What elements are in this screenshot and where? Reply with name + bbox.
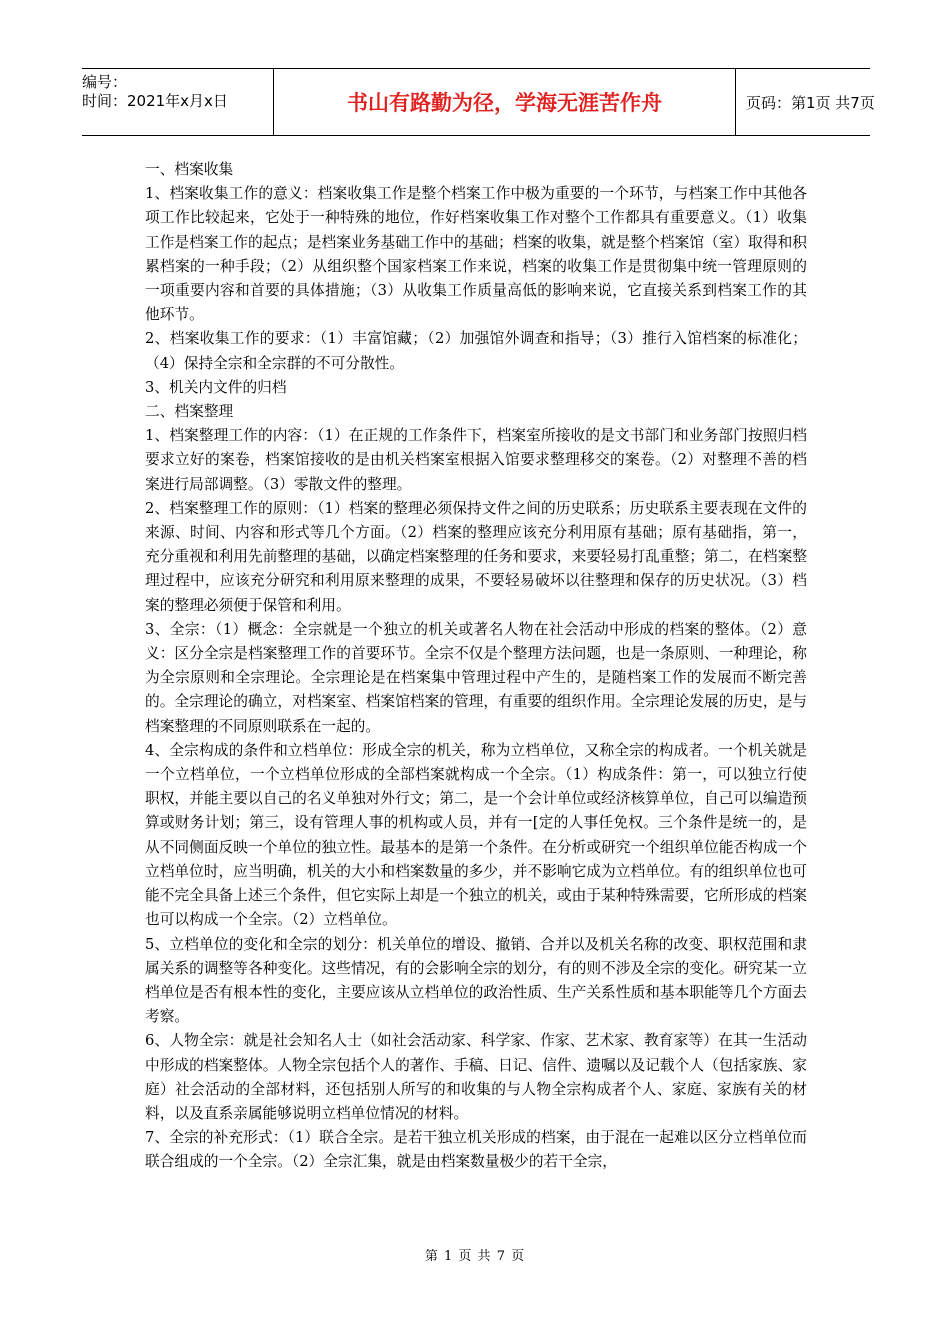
header-page-number: 页码：第1页 共7页 (746, 93, 875, 112)
paragraph: 1、档案整理工作的内容：（1）在正规的工作条件下，档案室所接收的是文书部门和业务部门按照归档要求立好的案卷，档案馆接收的是由机关档案室根据入馆要求整理移交的案卷。（2）对整理不善的档案进行局部调整。（3）零散文件的整理。 (145, 427, 807, 493)
paragraph: 2、档案整理工作的原则：（1）档案的整理必须保持文件之间的历史联系；历史联系主要表现在文件的来源、时间、内容和形式等几个方面。（2）档案的整理应该充分利用原有基础；原有基础指，第一，充分重视和利用先前整理的基础，以确定档案整理的任务和要求，来要轻易打乱重整；第二，在档案整理过程中，应该充分研究和利用原来整理的成果，不要轻易破坏以往整理和保存的历史状况。（3）档案的整理必须便于保管和利用。 (145, 499, 807, 614)
header-meta (82, 69, 274, 135)
paragraph: 2、档案收集工作的要求：（1）丰富馆藏；（2）加强馆外调查和指导；（3）推行入馆档案的标准化；（4）保持全宗和全宗群的不可分散性。 (145, 330, 807, 372)
paragraph: 1、档案收集工作的意义：档案收集工作是整个档案工作中极为重要的一个环节，与档案工作中其他各项工作比较起来，它处于一种特殊的地位，作好档案收集工作对整个工作都具有重要意义。（1）收集工作是档案工作的起点；是档案业务基础工作中的基础；档案的收集，就是整个档案馆（室）取得和积累档案的一种手段；（2）从组织整个国家档案工作来说，档案的收集工作是贯彻集中统一管理原则的一项重要内容和首要的具体措施；（3）从收集工作质量高低的影响来说，它直接关系到档案工作的其他环节。 (145, 185, 807, 324)
paragraph: 3、全宗：（1）概念：全宗就是一个独立的机关或著名人物在社会活动中形成的档案的整体。（2）意义：区分全宗是档案整理工作的首要环节。全宗不仅是个整理方法问题，也是一条原则、一种理论，称为全宗原则和全宗理论。全宗理论是在档案集中管理过程中产生的，是随档案工作的发展而不断完善的。全宗理论的确立，对档案室、档案馆档案的管理，有重要的组织作用。全宗理论发展的历史，是与档案整理的不同原则联系在一起的。 (145, 620, 807, 735)
paragraph: 5、立档单位的变化和全宗的划分：机关单位的增设、撤销、合并以及机关名称的改变、职权范围和隶属关系的调整等各种变化。这些情况，有的会影响全宗的划分，有的则不涉及全宗的变化。研究某一立档单位是否有根本性的变化，主要应该从立档单位的政治性质、生产关系性质和基本职能等几个方面去考察。 (145, 935, 807, 1026)
paragraph: 4、全宗构成的条件和立档单位：形成全宗的机关，称为立档单位，又称全宗的构成者。一个机关就是一个立档单位，一个立档单位形成的全部档案就构成一个全宗。（1）构成条件：第一，可以独立行使职权，并能主要以自己的名义单独对外行文；第二，是一个会计单位或经济核算单位，自己可以编造预算或财务计划；第三，设有管理人事的机构或人员，并有一[定的人事任免权。三个条件是统一的，是从不同侧面反映一个单位的独立性。最基本的是第一个条件。在分析或研究一个组织单位能否构成一个立档单位时，应当明确，机关的大小和档案数量的多少，并不影响它成为立档单位。有的组织单位也可能不完全具备上述三个条件，但它实际上却是一个独立的机关，或由于某种特殊需要，它所形成的档案也可以构成一个全宗。（2）立档单位。 (145, 741, 807, 929)
paragraph: 6、人物全宗：就是社会知名人士（如社会活动家、科学家、作家、艺术家、教育家等）在其一生活动中形成的档案整体。人物全宗包括个人的著作、手稿、日记、信件、遗嘱以及记载个人（包括家族、家庭）社会活动的全部材料，还包括别人所写的和收集的与人物全宗构成者个人、家庭、家族有关的材料，以及直系亲属能够说明立档单位情况的材料。 (145, 1032, 807, 1122)
page-footer: 第 1 页 共 7 页 (424, 1249, 526, 1264)
paragraph: 7、全宗的补充形式：（1）联合全宗。是若干独立机关形成的档案，由于混在一起难以区分立档单位而联合组成的一个全宗。（2）全宗汇集，就是由档案数量极少的若干全宗， (145, 1129, 807, 1171)
header-motto: 书山有路勤为径，学海无涯苦作舟 (274, 69, 736, 135)
page-header (82, 68, 875, 136)
paragraph: 3、机关内文件的归档 (145, 378, 287, 396)
document-date-label: 时间：2021年x月x日 (82, 92, 228, 110)
section-heading: 二、档案整理 (145, 403, 234, 421)
section-heading: 一、档案收集 (145, 161, 234, 178)
document-number-label: 编号： (82, 73, 128, 91)
document-body (145, 158, 807, 1175)
